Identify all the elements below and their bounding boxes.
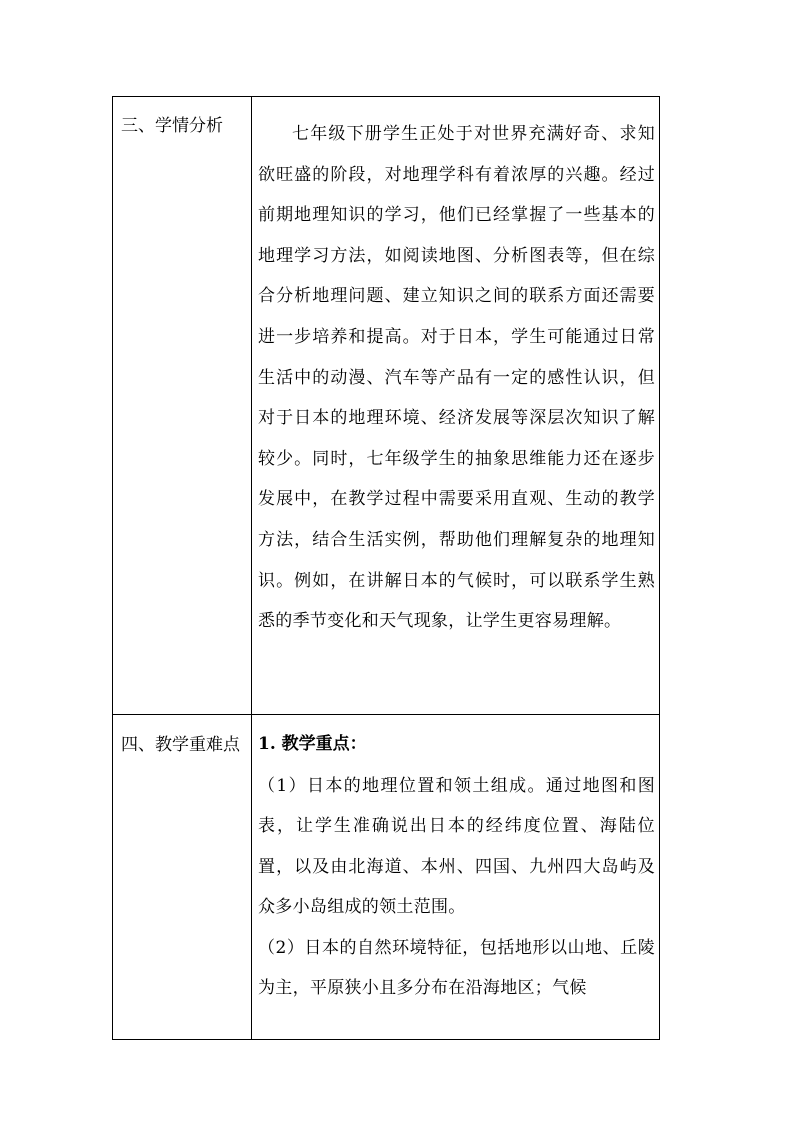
table-row-learning-analysis	[113, 97, 660, 715]
content-cell	[252, 715, 660, 1040]
label-cell	[113, 97, 252, 715]
learning-analysis-paragraph: 七年级下册学生正处于对世界充满好奇、求知欲旺盛的阶段，对地理学科有着浓厚的兴趣。经过前期地理知识的学习，他们已经掌握了一些基本的地理学习方法，如阅读地图、分析图表等，但在综合分析地理问题、建立知识之间的联系方面还需要进一步培养和提高。对于日本，学生可能通过日常生活中的动漫、汽车等产品有一定的感性认识，但对于日本的地理环境、经济发展等深层次知识了解较少。同时，七年级学生的抽象思维能力还在逐步发展中，在教学过程中需要采用直观、生动的教学方法，结合生活实例，帮助他们理解复杂的地理知识。例如，在讲解日本的气候时，可以联系学生熟悉的季节变化和天气现象，让学生更容易理解。	[258, 124, 655, 632]
focus-item: （1）日本的地理位置和领土组成。通过地图和图表，让学生准确说出日本的经纬度位置、海陆位置，以及由北海道、本州、四国、九州四大岛屿及众多小岛组成的领土范围。	[258, 776, 655, 918]
lesson-plan-table	[112, 96, 660, 1040]
content-cell	[252, 97, 660, 715]
section-label: 三、学情分析	[121, 116, 223, 136]
teaching-focus-heading: 1. 教学重点：	[258, 734, 367, 754]
label-cell	[113, 715, 252, 1040]
focus-item: （2）日本的自然环境特征，包括地形以山地、丘陵为主，平原狭小且多分布在沿海地区；气候	[258, 937, 655, 999]
section-label: 四、教学重难点	[121, 735, 240, 755]
table-row-key-difficult-points	[113, 715, 660, 1040]
